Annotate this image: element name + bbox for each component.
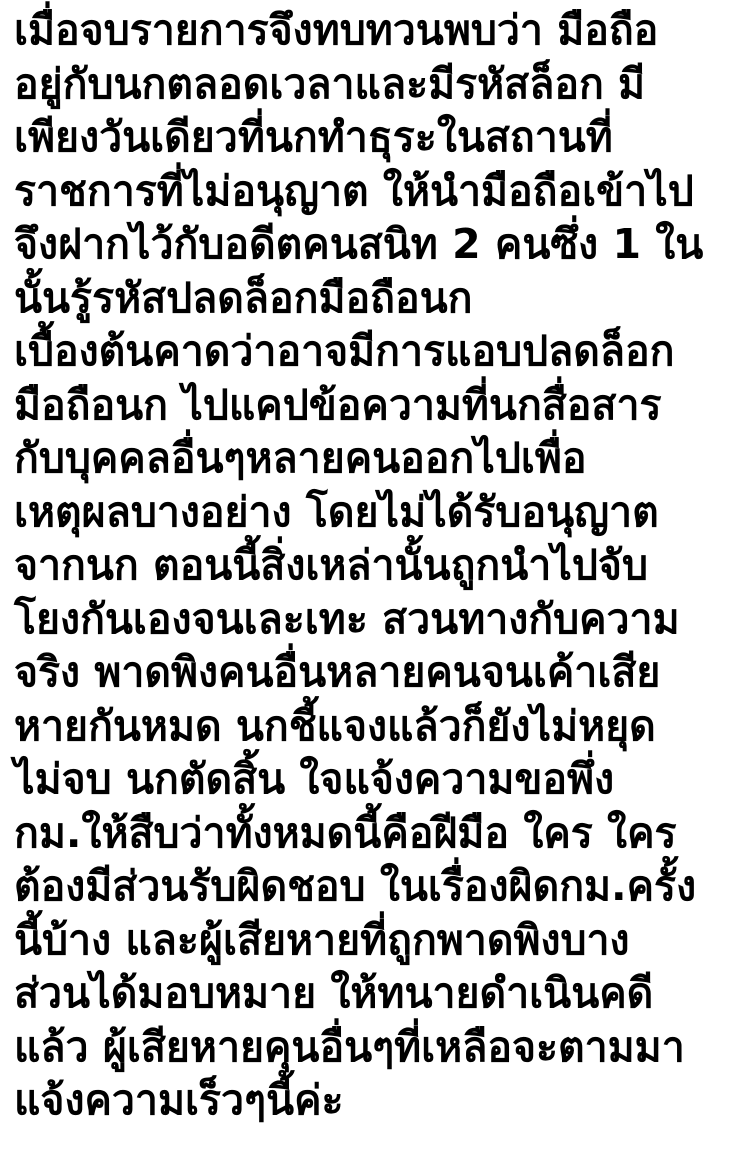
text-line: ไม่จบ นกตัดสิ้น ใจแจ้งความขอพึ่ง xyxy=(14,755,615,803)
text-line: อยู่กับนกตลอดเวลาและมีรหัสล็อก มี xyxy=(14,59,646,108)
text-line: เบื้องต้นคาดว่าอาจมีการแอบปลดล็อก xyxy=(14,327,675,375)
text-line: ส่วนได้มอบหมาย ให้ทนายดำเนินคดี xyxy=(14,969,654,1017)
text-line: ต้องมีส่วนรับผิดชอบ ในเรื่องผิดกม.ครั้ง xyxy=(14,862,697,910)
text-line: นั้นรู้รหัสปลดล็อกมือถือนก xyxy=(14,273,473,322)
text-line: กับบุคคลอื่นๆหลายคนออกไปเพื่อ xyxy=(14,434,587,482)
text-line: ราชการที่ไม่อนุญาต ให้นำมือถือเข้าไป xyxy=(14,166,694,215)
text-line: กม.ให้สืบว่าทั้งหมดนี้คือฝีมือ ใคร ใคร xyxy=(14,808,677,857)
text-line: จากนก ตอนนี้สิ่งเหล่านั้นถูกนำไปจับ xyxy=(14,541,648,589)
text-line: เมื่อจบรายการจึงทบทวนพบว่า มือถือ xyxy=(14,6,659,54)
text-line: จึงฝากไว้กับอดีตคนสนิท 2 คนซึ่ง 1 ใน xyxy=(14,220,704,268)
text-line: นี้บ้าง และผู้เสียหายที่ถูกพาดพิงบาง xyxy=(14,915,630,964)
text-line: จริง พาดพิงคนอื่นหลายคนจนเค้าเสีย xyxy=(14,648,661,696)
text-line: โยงกันเองจนเละเทะ สวนทางกับความ xyxy=(14,594,680,643)
text-line: มือถือนก ไปแคปข้อความที่นกสื่อสาร xyxy=(14,380,662,429)
text-line: แจ้งความเร็วๆนี้ค่ะ xyxy=(14,1076,344,1124)
text-line: หายกันหมด นกชี้แจงแล้วก็ยังไม่หยุด xyxy=(14,701,656,750)
text-line: เหตุผลบางอย่าง โดยไม่ได้รับอนุญาต xyxy=(14,487,659,536)
text-line: แล้ว ผู้เสียหายคุนอื่นๆที่เหลือจะตามมา xyxy=(14,1022,685,1071)
text-line: เพียงวันเดียวที่นกทำธุระในสถานที่ xyxy=(14,113,613,161)
